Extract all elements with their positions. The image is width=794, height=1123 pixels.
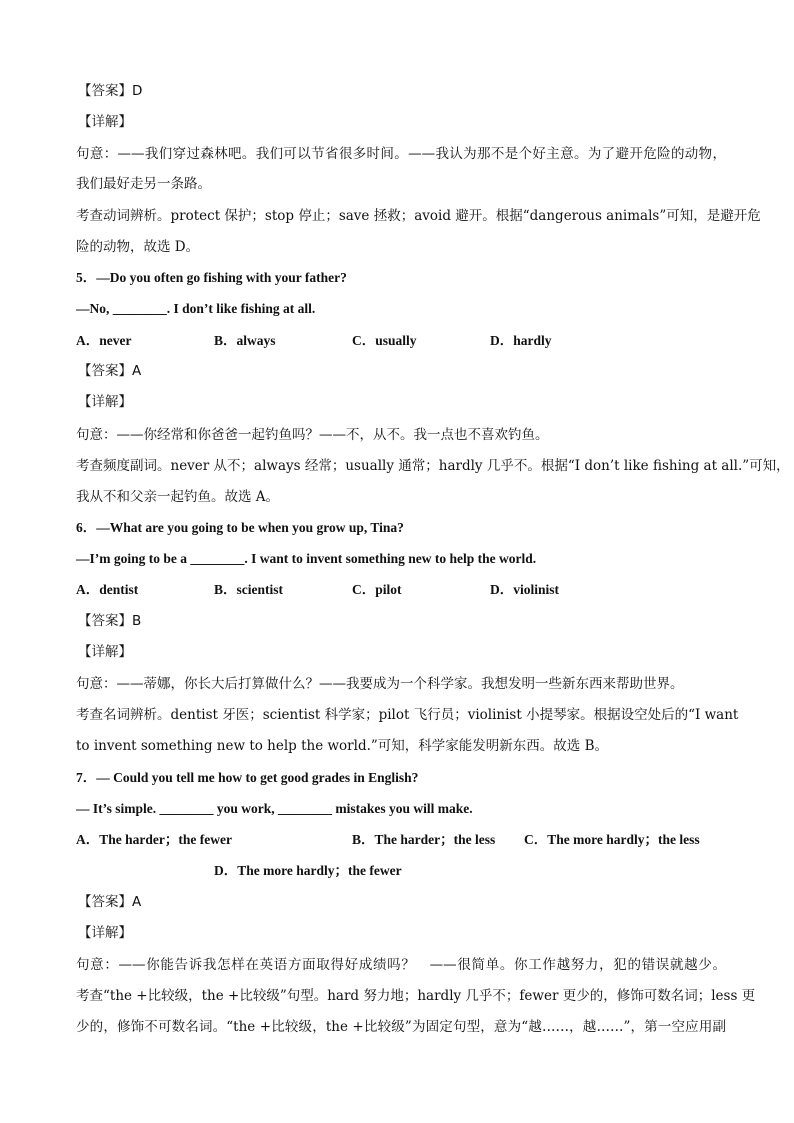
detail-label-q7: 【详解】 bbox=[78, 925, 132, 941]
question-5-option-d: D．hardly bbox=[490, 333, 552, 348]
question-7-option-d: D．The more hardly；the fewer bbox=[214, 863, 402, 878]
question-5-option-b: B．always bbox=[214, 333, 276, 348]
answer-label-q7: 【答案】A bbox=[78, 894, 142, 910]
question-6-option-d: D．violinist bbox=[490, 582, 560, 597]
explanation-text-q5-line2: 我从不和父亲一起钓鱼。故选 A。 bbox=[76, 489, 280, 505]
answer-label-q4: 【答案】D bbox=[78, 83, 143, 99]
question-7-option-c: C．The more hardly；the less bbox=[524, 832, 700, 847]
meaning-text-q5: 句意：——你经常和你爸爸一起钓鱼吗？——不，从不。我一点也不喜欢钓鱼。 bbox=[76, 427, 549, 443]
question-5-stem: 5．—Do you often go fishing with your father? bbox=[76, 270, 347, 285]
question-6-option-b: B．scientist bbox=[214, 582, 283, 597]
question-7-stem: 7．— Could you tell me how to get good grades in English? bbox=[76, 770, 419, 785]
meaning-text-q6: 句意：——蒂娜，你长大后打算做什么？——我要成为一个科学家。我想发明一些新东西来帮助世界。 bbox=[76, 676, 684, 692]
question-5-reply: —No, ________. I don’t like fishing at all. bbox=[76, 301, 316, 316]
meaning-text-q4-line2: 我们最好走另一条路。 bbox=[76, 176, 211, 192]
answer-label-q6: 【答案】B bbox=[78, 613, 142, 629]
explanation-text-q4-line1: 考查动词辨析。protect 保护；stop 停止；save 拯救；avoid 避开。根据“dangerous animals”可知，是避开危 bbox=[76, 208, 761, 224]
question-7-reply: — It’s simple. ________ you work, ________ mistakes you will make. bbox=[76, 801, 473, 816]
meaning-text-q7: 句意：——你能告诉我怎样在英语方面取得好成绩吗？ ——很简单。你工作越努力，犯的错误就越少。 bbox=[76, 957, 726, 973]
meaning-text-q4-line1: 句意：——我们穿过森林吧。我们可以节省很多时间。——我认为那不是个好主意。为了避开危险的动物， bbox=[76, 146, 726, 162]
explanation-text-q6-line1: 考查名词辨析。dentist 牙医；scientist 科学家；pilot 飞行员；violinist 小提琴家。根据设空处后的“I want bbox=[76, 707, 739, 723]
question-6-reply: —I’m going to be a ________. I want to invent something new to help the world. bbox=[76, 551, 537, 566]
explanation-text-q7-line2: 少的，修饰不可数名词。“the +比较级，the +比较级”为固定句型，意为“越……，越……”，第一空应用副 bbox=[76, 1019, 726, 1035]
question-6-stem: 6．—What are you going to be when you grow up, Tina? bbox=[76, 520, 404, 535]
detail-label-q5: 【详解】 bbox=[78, 394, 132, 410]
question-5-option-a: A．never bbox=[76, 333, 132, 348]
detail-label-q6: 【详解】 bbox=[78, 644, 132, 660]
explanation-text-q4-line2: 险的动物，故选 D。 bbox=[76, 239, 200, 255]
question-7-option-a: A．The harder；the fewer bbox=[76, 832, 232, 847]
explanation-text-q5-line1: 考查频度副词。never 从不；always 经常；usually 通常；hardly 几乎不。根据“I don’t like fishing at all.”可知， bbox=[76, 458, 790, 474]
explanation-text-q6-line2: to invent something new to help the world.”可知，科学家能发明新东西。故选 B。 bbox=[76, 738, 609, 754]
answer-label-q5: 【答案】A bbox=[78, 363, 142, 379]
question-7-option-b: B．The harder；the less bbox=[352, 832, 496, 847]
question-6-option-c: C．pilot bbox=[352, 582, 402, 597]
detail-label-q4: 【详解】 bbox=[78, 114, 132, 130]
question-6-option-a: A．dentist bbox=[76, 582, 139, 597]
explanation-text-q7-line1: 考查“the +比较级，the +比较级”句型。hard 努力地；hardly 几乎不；fewer 更少的，修饰可数名词；less 更 bbox=[76, 988, 756, 1004]
question-5-option-c: C．usually bbox=[352, 333, 417, 348]
